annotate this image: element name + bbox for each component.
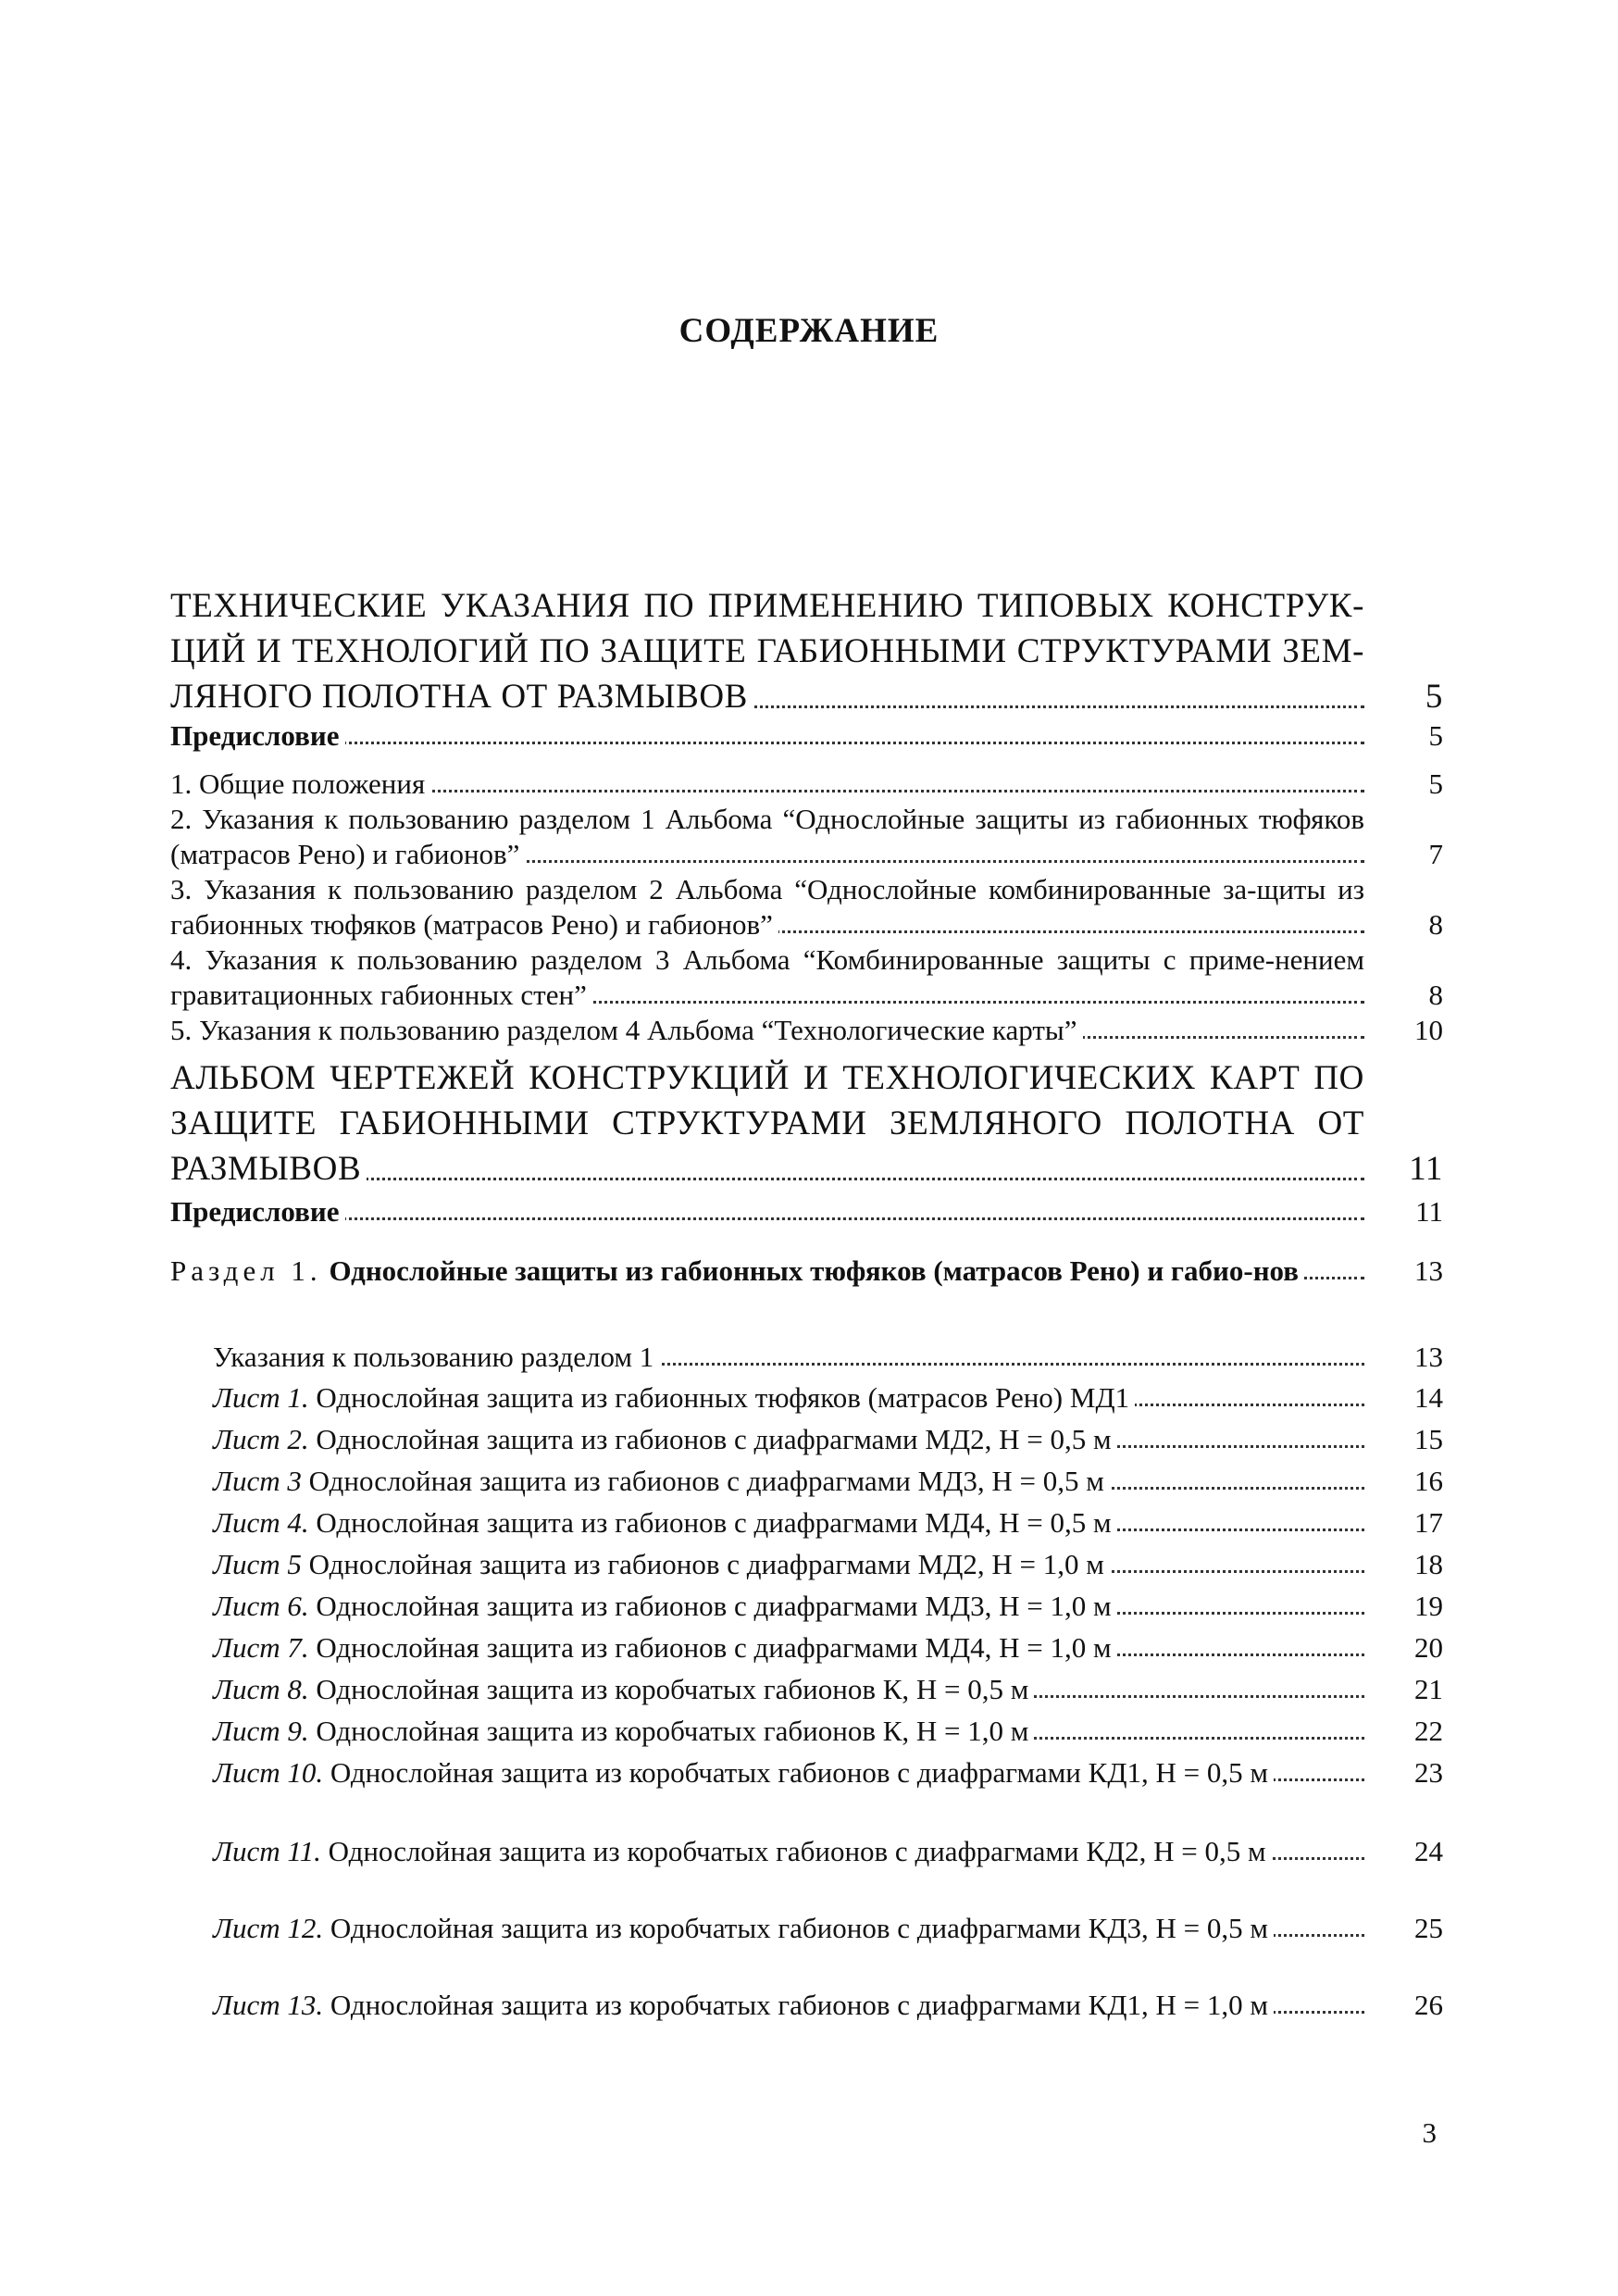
- toc-page-number: 25: [1414, 1912, 1443, 1944]
- sheet-label: Лист 7.: [213, 1631, 309, 1664]
- toc-part-technical-guidelines[interactable]: [170, 583, 1443, 719]
- toc-page-number: 5: [1428, 719, 1443, 752]
- toc-sheet-2[interactable]: [213, 1421, 1443, 1457]
- toc-page-number: 8: [1428, 979, 1443, 1011]
- toc-page-number: 16: [1414, 1465, 1443, 1497]
- toc-section-1-guide[interactable]: [213, 1339, 1443, 1375]
- toc-page-number: 17: [1414, 1506, 1443, 1539]
- toc-page-number: 10: [1414, 1014, 1443, 1046]
- sheet-title: Однослойная защита из габионов с диафрагмами МД2, Н = 1,0 м: [308, 1548, 1104, 1580]
- sheet-title: Однослойная защита из габионов с диафрагмами МД4, Н = 1,0 м: [316, 1631, 1112, 1664]
- toc-section-1[interactable]: [170, 1254, 1443, 1289]
- section-prefix: Раздел 1.: [170, 1254, 322, 1287]
- toc-entry-text: АЛЬБОМ ЧЕРТЕЖЕЙ КОНСТРУКЦИЙ И ТЕХНОЛОГИЧЕСКИХ КАРТ ПО ЗАЩИТЕ ГАБИОННЫМИ СТРУКТУРАМИ ЗЕМЛЯНОГО ПОЛОТНА ОТ РАЗМЫВОВ: [170, 1059, 1364, 1188]
- sheet-label: Лист 3: [213, 1465, 302, 1497]
- sheet-title: Однослойная защита из коробчатых габионов К, Н = 0,5 м: [316, 1673, 1029, 1705]
- toc-sheet-10[interactable]: [213, 1754, 1443, 1791]
- toc-entry-text: Указания к пользованию разделом 1: [213, 1341, 659, 1373]
- sheet-label: Лист 4.: [213, 1506, 309, 1539]
- sheet-title: Однослойная защита из коробчатых габионов с диафрагмами КД3, Н = 0,5 м: [330, 1912, 1268, 1944]
- toc-sheet-6[interactable]: [213, 1588, 1443, 1624]
- toc-preface-1[interactable]: [170, 718, 1443, 754]
- sheet-label: Лист 13.: [213, 1989, 324, 2021]
- toc-entry-text: 3. Указания к пользованию разделом 2 Альбома “Однослойные комбинированные за-щиты из габионных тюфяков (матрасов Рено) и габионов”: [170, 873, 1364, 941]
- toc-page-number: 21: [1414, 1673, 1443, 1705]
- sheet-title: Однослойная защита из коробчатых габионов с диафрагмами КД1, Н = 0,5 м: [330, 1756, 1268, 1789]
- toc-sheet-7[interactable]: [213, 1629, 1443, 1666]
- toc-page-number: 15: [1414, 1423, 1443, 1455]
- toc-entry-text: 1. Общие положения: [170, 767, 430, 800]
- toc-page-number: 23: [1414, 1756, 1443, 1789]
- sheet-label: Лист 12.: [213, 1912, 324, 1944]
- toc-item-general-provisions[interactable]: [170, 767, 1443, 802]
- toc-page-number: 26: [1414, 1989, 1443, 2021]
- sheet-label: Лист 8.: [213, 1673, 309, 1705]
- sheet-title: Однослойная защита из габионных тюфяков (матрасов Рено) МД1: [316, 1381, 1130, 1414]
- page-number: 3: [1422, 2116, 1437, 2149]
- toc-sheet-1[interactable]: [213, 1379, 1443, 1416]
- sheet-label: Лист 9.: [213, 1715, 309, 1747]
- toc-item-section-1-guide[interactable]: [170, 802, 1443, 872]
- toc-item-section-3-guide[interactable]: [170, 942, 1443, 1013]
- sheet-label: Лист 1.: [213, 1381, 309, 1414]
- toc-entry-text: 4. Указания к пользованию разделом 3 Альбома “Комбинированные защиты с приме-нением гравитационных габионных стен”: [170, 943, 1364, 1011]
- toc-page-number: 5: [1428, 767, 1443, 800]
- toc-page-number: 11: [1409, 1150, 1443, 1188]
- toc-page-number: 22: [1414, 1715, 1443, 1747]
- sheet-title: Однослойная защита из коробчатых габионов с диафрагмами КД1, Н = 1,0 м: [330, 1989, 1268, 2021]
- toc-page-number: 13: [1414, 1341, 1443, 1373]
- sheet-title: Однослойная защита из габионов с диафрагмами МД3, Н = 1,0 м: [316, 1590, 1112, 1622]
- toc-sheet-5[interactable]: [213, 1546, 1443, 1582]
- toc-page-number: 18: [1414, 1548, 1443, 1580]
- toc-page-number: 19: [1414, 1590, 1443, 1622]
- toc-preface-2[interactable]: [170, 1194, 1443, 1229]
- toc-sheet-9[interactable]: [213, 1713, 1443, 1749]
- toc-page-number: 11: [1415, 1195, 1443, 1228]
- toc-item-section-2-guide[interactable]: [170, 872, 1443, 942]
- toc-page-number: 8: [1428, 908, 1443, 941]
- toc-sheet-4[interactable]: [213, 1504, 1443, 1541]
- sheet-title: Однослойная защита из габионов с диафрагмами МД4, Н = 0,5 м: [316, 1506, 1112, 1539]
- toc-sheet-12[interactable]: [213, 1910, 1443, 1946]
- toc-entry-text: 5. Указания к пользованию разделом 4 Альбома “Технологические карты”: [170, 1014, 1083, 1046]
- sheet-label: Лист 11.: [213, 1835, 321, 1867]
- toc-page-number: 5: [1425, 678, 1443, 716]
- toc-entry-text: ТЕХНИЧЕСКИЕ УКАЗАНИЯ ПО ПРИМЕНЕНИЮ ТИПОВЫХ КОНСТРУК-ЦИЙ И ТЕХНОЛОГИЙ ПО ЗАЩИТЕ ГАБИОННЫМИ СТРУКТУРАМИ ЗЕМ-ЛЯНОГО ПОЛОТНА ОТ РАЗМЫВОВ: [170, 587, 1364, 716]
- toc-page-number: 24: [1414, 1835, 1443, 1867]
- sheet-title: Однослойная защита из коробчатых габионов К, Н = 1,0 м: [316, 1715, 1029, 1747]
- toc-item-section-4-guide[interactable]: [170, 1013, 1443, 1048]
- toc-page-number: 14: [1414, 1381, 1443, 1414]
- toc-page-number: 7: [1428, 838, 1443, 870]
- sheet-label: Лист 6.: [213, 1590, 309, 1622]
- sheet-title: Однослойная защита из габионов с диафрагмами МД2, Н = 0,5 м: [316, 1423, 1112, 1455]
- sheet-title: Однослойная защита из габионов с диафрагмами МД3, Н = 0,5 м: [308, 1465, 1104, 1497]
- sheet-label: Лист 5: [213, 1548, 302, 1580]
- toc-sheet-11[interactable]: [213, 1833, 1443, 1869]
- toc-entry-text: Предисловие: [170, 1195, 345, 1228]
- toc-page-number: 20: [1414, 1631, 1443, 1664]
- section-title: Однослойные защиты из габионных тюфяков (матрасов Рено) и габио-нов: [329, 1254, 1300, 1287]
- toc-sheet-8[interactable]: [213, 1671, 1443, 1707]
- sheet-label: Лист 10.: [213, 1756, 324, 1789]
- toc-page-number: 13: [1414, 1254, 1443, 1287]
- page-title: СОДЕРЖАНИЕ: [678, 312, 940, 350]
- toc-entry-text: Предисловие: [170, 719, 345, 752]
- toc-part-drawings-album[interactable]: [170, 1055, 1443, 1192]
- toc-sheet-13[interactable]: [213, 1987, 1443, 2023]
- toc-entry-text: 2. Указания к пользованию разделом 1 Альбома “Однослойные защиты из габионных тюфяков (матрасов Рено) и габионов”: [170, 803, 1364, 870]
- sheet-title: Однослойная защита из коробчатых габионов с диафрагмами КД2, Н = 0,5 м: [328, 1835, 1266, 1867]
- sheet-label: Лист 2.: [213, 1423, 309, 1455]
- toc-sheet-3[interactable]: [213, 1463, 1443, 1499]
